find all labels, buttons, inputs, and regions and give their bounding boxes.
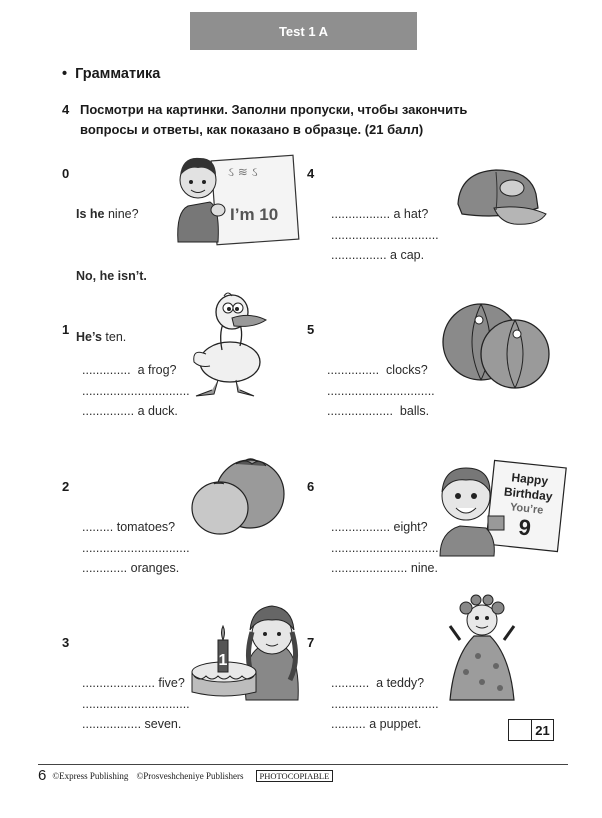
item-number-7: 7 [307, 635, 315, 650]
item-6-text [331, 476, 439, 599]
section-bullet: • [62, 66, 68, 82]
item-1-line-3: ............... a duck. [82, 404, 178, 418]
item-2-line-3: ............. oranges. [82, 561, 180, 575]
instruction-line-2: вопросы и ответы, как показано в образце. (21 балл) [80, 122, 424, 137]
item-4-text [331, 163, 439, 286]
item-7-line-2: ............................... [331, 696, 439, 711]
sign-text: I’m 10 [230, 205, 279, 224]
item-1-line-2: ............................... [82, 383, 190, 398]
puppet-illustration [442, 596, 522, 700]
card-line-2: Birthday [503, 484, 554, 504]
birthday-card [491, 469, 564, 543]
card-number: 9 [517, 514, 533, 541]
item-7-line-3: .......... a puppet. [331, 717, 422, 731]
item-6-line-2: ............................... [331, 540, 439, 555]
card-line-1: Happy [510, 470, 549, 489]
example-line-1-bold: Is he [76, 207, 105, 221]
item-3-line-2: ............................... [82, 696, 190, 711]
test-title-bar [190, 12, 417, 50]
item-3-text [82, 632, 190, 755]
item-4-line-2: ............................... [331, 227, 439, 242]
cake-and-girl-illustration [190, 600, 300, 700]
item-5-line-2: ............................... [327, 383, 435, 398]
footer [38, 767, 333, 784]
boy-with-sign-illustration [172, 150, 302, 242]
example-line-3-rest: ten. [101, 330, 127, 344]
score-input-cell[interactable] [509, 720, 532, 740]
item-1-text [82, 319, 190, 442]
score-total: 21 [535, 722, 550, 738]
section-heading [62, 66, 160, 82]
item-6-line-1: ................. eight? [331, 520, 428, 534]
card-line-3: You’re [509, 501, 544, 517]
item-number-3: 3 [62, 635, 70, 650]
item-6-line-3: ...................... nine. [331, 561, 438, 575]
tomato-orange-illustration [188, 454, 288, 538]
page-number: 6 [38, 767, 47, 784]
item-number-5: 5 [307, 322, 315, 337]
svg-text:ઽ ≋ ઽ: ઽ ≋ ઽ [228, 165, 258, 179]
item-number-6: 6 [307, 479, 315, 494]
item-2-text [82, 476, 190, 599]
item-number-4: 4 [307, 166, 315, 181]
item-number-2: 2 [62, 479, 70, 494]
item-1-line-1: .............. a frog? [82, 363, 177, 377]
item-number-1: 1 [62, 322, 70, 337]
test-title: Test 1 A [278, 23, 329, 39]
balls-illustration [441, 298, 551, 394]
item-3-line-3: ................. seven. [82, 717, 182, 731]
item-5-line-1: ............... clocks? [327, 363, 428, 377]
instruction-line-1: Посмотри на картинки. Заполни пропуски, чтобы закончить [80, 102, 468, 117]
example-line-3-bold: He’s [76, 330, 102, 344]
copyright-prosveshcheniye: ©Prosveshcheniye Publishers [136, 770, 244, 781]
duck-illustration [188, 290, 270, 400]
item-7-line-1: ........... a teddy? [331, 676, 425, 690]
item-2-line-1: ......... tomatoes? [82, 520, 176, 534]
score-box [508, 719, 554, 741]
example-line-1-rest: nine? [104, 207, 139, 221]
item-7-text [331, 632, 439, 755]
item-2-line-2: ............................... [82, 540, 190, 555]
item-3-line-1: ..................... five? [82, 676, 185, 690]
item-5-line-3: ................... balls. [327, 404, 430, 418]
cake-number: 1 [218, 652, 228, 669]
copyright-express: ©Express Publishing [52, 770, 129, 781]
item-4-line-3: ................ a cap. [331, 248, 425, 262]
footer-divider [38, 764, 568, 765]
item-4-line-1: ................. a hat? [331, 207, 429, 221]
cap-illustration [454, 164, 550, 230]
exercise-number: 4 [62, 102, 70, 117]
item-5-text [327, 319, 435, 442]
example-line-1 [76, 204, 147, 225]
photocopiable-label: PHOTOCOPIABLE [256, 770, 334, 782]
section-title: Грамматика [75, 66, 161, 82]
example-line-2: No, he isn’t. [76, 268, 147, 283]
example-number: 0 [62, 166, 70, 181]
